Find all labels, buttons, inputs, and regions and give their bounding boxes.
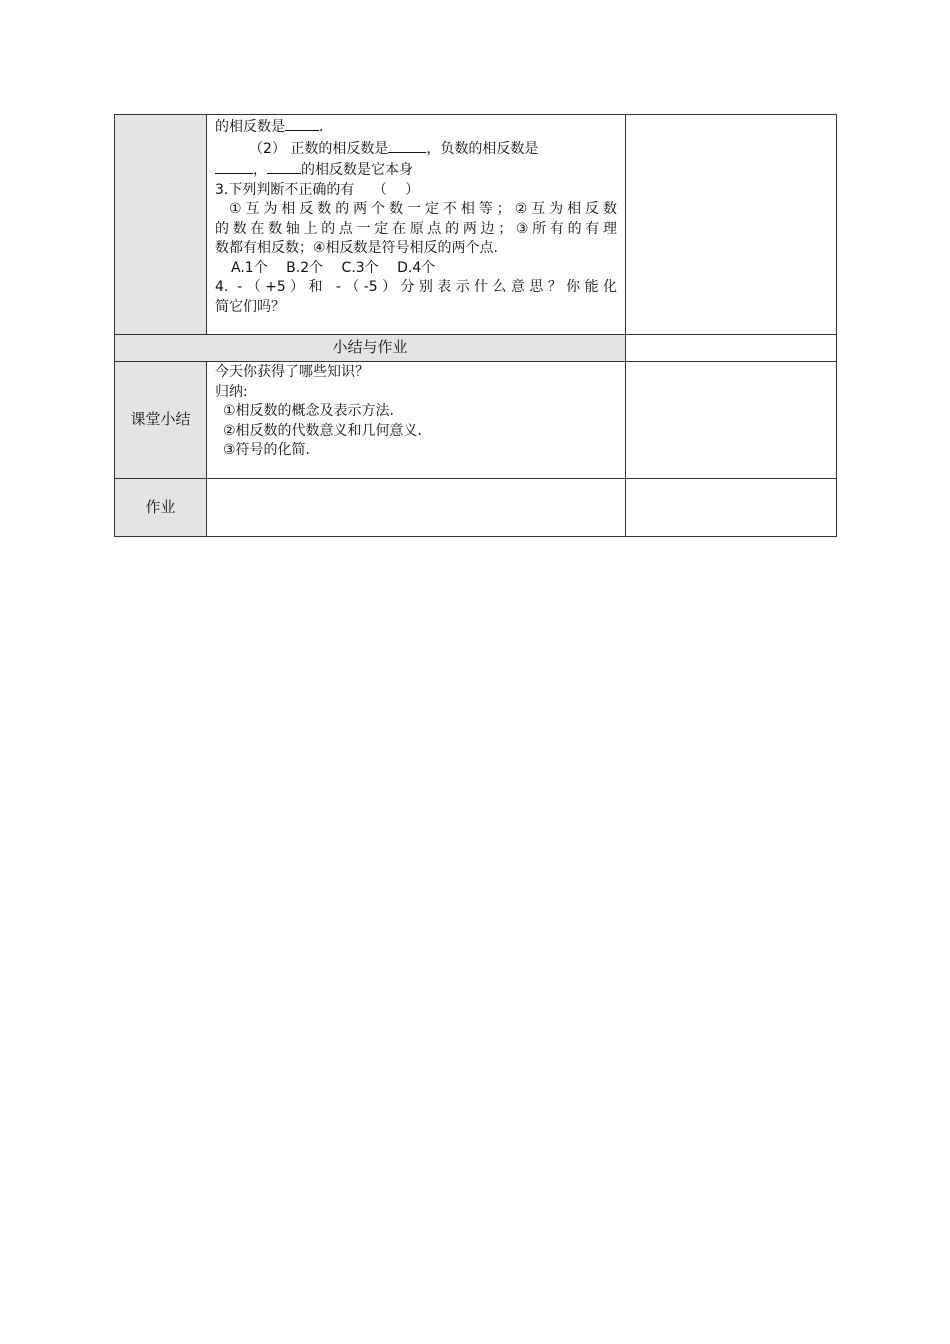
- homework-label: 作业: [115, 479, 207, 537]
- summary-row: [115, 362, 837, 479]
- summary-label: 课堂小结: [115, 362, 207, 479]
- summary-line: 归纳:: [215, 383, 248, 400]
- section-title: 小结与作业: [115, 335, 626, 362]
- exercise-content-cell: [207, 115, 626, 335]
- exercise-label-cell: [115, 115, 207, 335]
- question-3-statement-line-3: 数都有相反数；④相反数是符号相反的两个点.: [215, 240, 498, 256]
- section-title-row: [115, 335, 837, 362]
- homework-notes-cell: [626, 479, 837, 537]
- answer-blank: [285, 116, 319, 131]
- summary-line: ②相反数的代数意义和几何意义.: [223, 422, 423, 439]
- question-4-line-1: 4. -（+5）和 -（-5）分别表示什么意思？你能化: [215, 279, 617, 295]
- question-2-line-2: ， 的相反数是它本身: [215, 159, 617, 181]
- answer-blank: [215, 159, 253, 174]
- answer-blank: [267, 159, 301, 174]
- question-2-line-1: （2） 正数的相反数是 ，负数的相反数是: [215, 138, 617, 160]
- summary-notes-cell: [626, 362, 837, 479]
- summary-line: 今天你获得了哪些知识？: [215, 364, 369, 380]
- question-3-statement-line-2: 的数在数轴上的点一定在原点的两边；③所有的有理: [215, 220, 617, 237]
- lesson-plan-table: [114, 114, 837, 537]
- question-3-options: A.1个 B.2个 C.3个 D.4个: [231, 259, 436, 276]
- summary-content-cell: [207, 362, 626, 479]
- question-4-line-2: 简它们吗？: [215, 298, 285, 315]
- summary-line: ①相反数的概念及表示方法.: [223, 403, 395, 419]
- question-3-stem: 3.下列判断不正确的有 （ ）: [215, 181, 420, 198]
- exercise-notes-cell: [626, 115, 837, 335]
- question-1-tail: 的相反数是 ．: [215, 116, 617, 138]
- summary-line: ③符号的化简.: [223, 442, 311, 458]
- answer-blank: [388, 138, 426, 153]
- section-notes-cell: [626, 335, 837, 362]
- question-3-statement-line-1: ①互为相反数的两个数一定不相等；②互为相反数: [229, 201, 617, 217]
- homework-content-cell: [207, 479, 626, 537]
- exercise-row: [115, 115, 837, 335]
- homework-row: [115, 479, 837, 537]
